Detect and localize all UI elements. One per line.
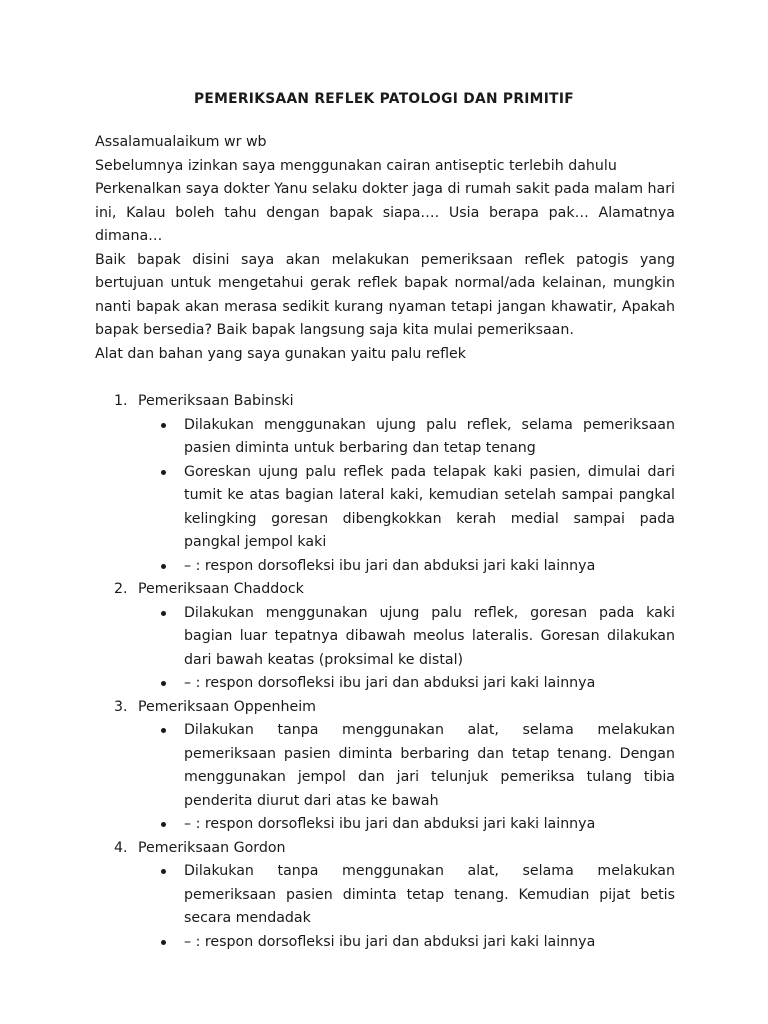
item-heading: Pemeriksaan Gordon [138, 839, 286, 856]
item-number: 3. [114, 698, 128, 715]
exam-item-chaddock [95, 578, 675, 696]
bullet-icon [161, 728, 166, 733]
item-heading: Pemeriksaan Oppenheim [138, 698, 316, 715]
list-item [95, 719, 675, 813]
bullet-text: – : respon dorsofleksi ibu jari dan abduksi jari kaki lainnya [184, 557, 596, 574]
exam-item-oppenheim [95, 696, 675, 837]
bullet-text: Dilakukan tanpa menggunakan alat, selama melakukan pemeriksaan pasien diminta tetap tenang. Kemudian pijat betis secara mendadak [184, 863, 675, 926]
bullet-icon [161, 869, 166, 874]
list-item [95, 672, 675, 696]
bullet-icon [161, 611, 166, 616]
list-item [95, 813, 675, 837]
list-item [95, 555, 675, 579]
bullet-icon [161, 470, 166, 475]
bullet-icon [161, 940, 166, 945]
bullet-icon [161, 822, 166, 827]
bullet-text: – : respon dorsofleksi ibu jari dan abduksi jari kaki lainnya [184, 675, 596, 691]
intro-section [95, 131, 675, 343]
intro-paragraph-introduction: Perkenalkan saya dokter Yanu selaku dokter jaga di rumah sakit pada malam hari ini, Kalau boleh tahu dengan bapak siapa…. Usia berapa pak… Alamatnya dimana… [95, 181, 675, 244]
item-number: 4. [114, 839, 128, 856]
bullet-text: Dilakukan tanpa menggunakan alat, selama melakukan pemeriksaan pasien diminta berbaring dan tetap tenang. Dengan menggunakan jempol dan jari telunjuk pemeriksa tulang tibia penderita diurut dari atas ke bawah [184, 722, 675, 809]
bullet-icon [161, 681, 166, 686]
bullet-icon [161, 564, 166, 569]
bullet-text: – : respon dorsofleksi ibu jari dan abduksi jari kaki lainnya [184, 816, 596, 832]
intro-paragraph-purpose: Baik bapak disini saya akan melakukan pemeriksaan reflek patogis yang bertujuan untuk mengetahui gerak reflek bapak normal/ada kelainan, mungkin nanti bapak akan merasa sedikit kurang nyaman tetapi jangan khawatir, Apakah bapak bersedia? Baik bapak langsung saja kita mulai pemeriksaan. [95, 251, 675, 338]
item-heading: Pemeriksaan Babinski [138, 393, 294, 409]
page-title: PEMERIKSAAN REFLEK PATOLOGI DAN PRIMITIF [193, 91, 575, 107]
bullet-icon [161, 423, 166, 428]
list-item [95, 931, 675, 955]
exam-item-babinski [95, 390, 675, 578]
bullet-text: Dilakukan menggunakan ujung palu reflek, selama pemeriksaan pasien diminta untuk berbaring dan tetap tenang [184, 416, 675, 456]
list-item [95, 461, 675, 555]
bullet-text: Goreskan ujung palu reflek pada telapak kaki pasien, dimulai dari tumit ke atas bagian lateral kaki, kemudian setelah sampai pangkal kelingking goresan dibengkokkan kerah medial sampai pada pangkal jempol kaki [184, 463, 675, 550]
bullet-text: – : respon dorsofleksi ibu jari dan abduksi jari kaki lainnya [184, 933, 596, 950]
item-number: 2. [114, 581, 128, 597]
exam-item-gordon [95, 837, 675, 955]
list-item [95, 860, 675, 931]
exam-list [95, 390, 675, 954]
greeting: Assalamualaikum wr wb [95, 134, 267, 150]
bullet-text: Dilakukan menggunakan ujung palu reflek, goresan pada kaki bagian luar tepatnya dibawah meolus lateralis. Goresan dilakukan dari bawah keatas (proksimal ke distal) [184, 604, 675, 668]
list-item [95, 602, 675, 673]
intro-line-antiseptic: Sebelumnya izinkan saya menggunakan cairan antiseptic terlebih dahulu [95, 157, 617, 174]
item-number: 1. [114, 393, 128, 409]
list-item [95, 414, 675, 461]
item-heading: Pemeriksaan Chaddock [138, 581, 304, 597]
tools-line: Alat dan bahan yang saya gunakan yaitu palu reflek [95, 346, 467, 362]
